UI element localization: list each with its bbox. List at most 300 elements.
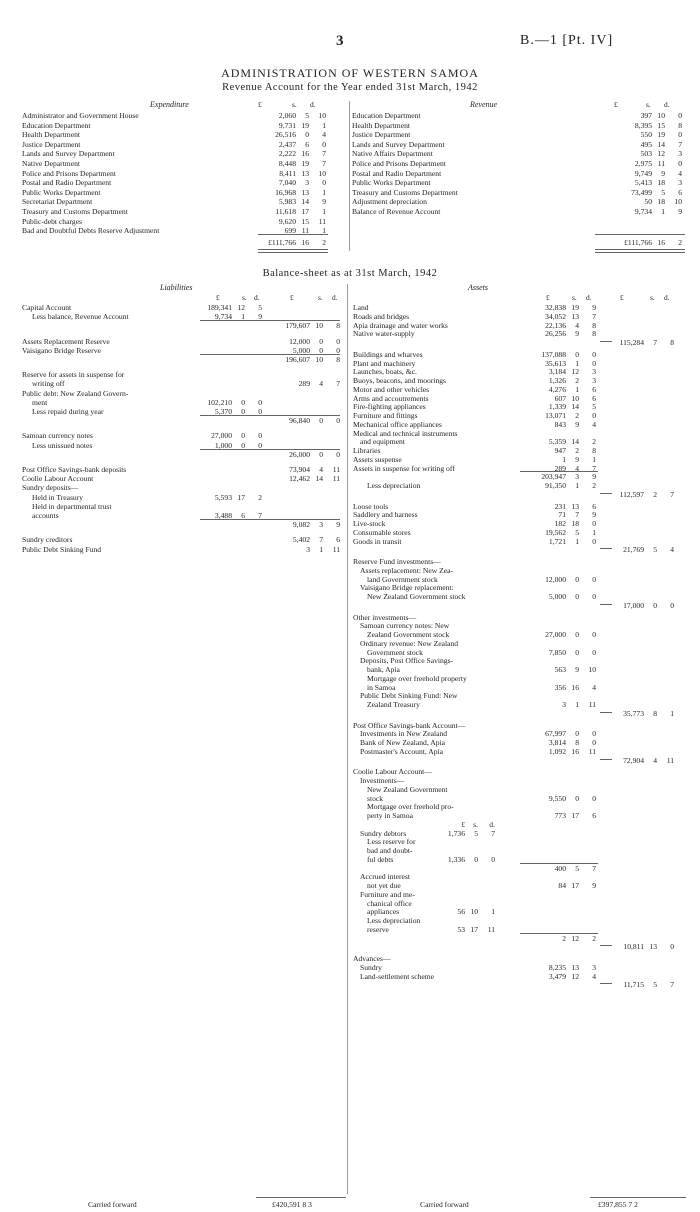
asset-label: Motor and other vehicles (353, 384, 430, 394)
liabilities-heading: Liabilities (160, 283, 193, 292)
liability-label: writing off (32, 379, 65, 389)
asset-sub-amount-pence: 1 (491, 907, 495, 917)
liability-inner-amount-shillings: 0 (241, 440, 245, 450)
liability-outer-amount-pence: 11 (332, 474, 340, 484)
liability-label: Held in departmental trust (32, 501, 112, 511)
expenditure-amount-pounds: 699 (284, 226, 296, 236)
asset-currency-l: £ (620, 293, 624, 302)
asset-inner-amount-pounds: 1,339 (548, 402, 566, 412)
revenue-amount-pence: 10 (674, 197, 682, 207)
expenditure-amount-pence: 1 (322, 120, 326, 130)
expenditure-amount-shillings: 17 (301, 207, 309, 216)
asset-inner-amount-shillings: 13 (571, 962, 579, 972)
asset-sub-amount-pounds: 53 (457, 924, 465, 934)
asset-inner-amount-pence: 0 (592, 793, 596, 803)
asset-inner-amount-pounds: 1 (562, 454, 566, 464)
expenditure-label: Secretariat Department (22, 197, 93, 207)
asset-sub-amount-shillings: 0 (474, 854, 478, 864)
asset-inner-amount-pence: 6 (592, 393, 596, 403)
expenditure-amount-shillings: 14 (301, 197, 309, 207)
asset-inner-amount-pounds: 1,092 (548, 746, 566, 756)
liability-label: Held in Treasury (32, 492, 84, 502)
asset-label: ful debts (367, 854, 394, 864)
asset-label: Furniture and me- (360, 889, 415, 899)
revenue-total-pounds: £111,766 (624, 238, 652, 247)
liability-label: Less repaid during year (32, 407, 104, 416)
revenue-amount-pence: 4 (678, 168, 682, 178)
asset-inner-amount-shillings: 0 (575, 574, 579, 584)
liability-inner-amount-pence: 0 (258, 397, 262, 407)
liability-inner-amount-pence: 9 (258, 312, 262, 322)
asset-outer-amount-pounds: 21,769 (623, 545, 644, 555)
expenditure-amount-shillings: 13 (301, 168, 309, 178)
liab-currency-d: d. (332, 293, 338, 302)
asset-label: bank, Apia (367, 665, 400, 674)
asset-inner-amount-shillings: 0 (575, 793, 579, 803)
expenditure-label: Education Department (22, 120, 91, 130)
asset-outer-amount-pounds: 115,284 (619, 338, 644, 347)
liability-outer-amount-pounds: 96,840 (289, 416, 310, 426)
revenue-total-rule (595, 234, 685, 235)
liab-currency-l: £ (290, 293, 294, 302)
asset-inner-amount-shillings: 0 (575, 647, 579, 657)
liability-outer-amount-pence: 8 (336, 355, 340, 364)
asset-inner-amount-pounds: 1,721 (548, 536, 566, 546)
revenue-amount-shillings: 10 (657, 111, 665, 120)
asset-sub-amount-pounds: 1,336 (447, 854, 465, 864)
asset-label: Less depreciation (367, 916, 421, 925)
asset-inner-amount-pence: 0 (592, 574, 596, 584)
asset-inner-amount-pounds: 13,071 (545, 411, 566, 420)
expenditure-total-double-rule (258, 249, 328, 253)
expenditure-amount-pounds: 9,620 (278, 216, 296, 226)
liab-currency-d: d. (254, 293, 260, 302)
liability-inner-amount-shillings: 12 (237, 303, 245, 312)
expenditure-amount-shillings: 6 (305, 139, 309, 149)
asset-label: Sundry (360, 962, 382, 972)
assets-carried-amount: £397,855 7 2 (598, 1200, 638, 1209)
expenditure-amount-shillings: 16 (301, 149, 309, 159)
asset-inner-amount-shillings: 0 (575, 592, 579, 601)
revenue-label: Public Works Department (352, 178, 431, 188)
asset-currency-l: £ (546, 293, 550, 302)
expenditure-label: Administrator and Government House (22, 111, 139, 120)
asset-inner-amount-shillings: 13 (571, 311, 579, 321)
asset-sub-amount-pounds: 56 (457, 907, 465, 917)
asset-sub-amount-pounds: 1,736 (447, 828, 465, 838)
liability-outer-amount-shillings: 14 (315, 474, 323, 484)
liability-outer-amount-shillings: 1 (319, 544, 323, 554)
asset-inner-amount-pounds: 34,052 (545, 311, 566, 321)
liab-currency-l: £ (216, 293, 220, 302)
asset-inner-amount-pounds: 947 (554, 446, 566, 455)
asset-label: Saddlery and harness (353, 510, 418, 520)
asset-outer-amount-pence: 0 (670, 942, 674, 952)
asset-label: Investments— (360, 776, 405, 785)
asset-inner-amount-pence: 7 (592, 863, 596, 873)
liability-outer-amount-pounds: 196,607 (285, 355, 310, 364)
expenditure-amount-pounds: 2,060 (278, 111, 296, 120)
asset-sub-amount-pounds: £ (461, 819, 465, 829)
asset-inner-amount-shillings: 8 (575, 738, 579, 747)
asset-outer-amount-pence: 1 (670, 708, 674, 718)
liability-outer-amount-shillings: 10 (315, 321, 323, 331)
liability-label: Capital Account (22, 303, 72, 312)
asset-inner-amount-pounds: 3 (562, 700, 566, 709)
revenue-amount-pounds: 5,413 (634, 178, 652, 188)
asset-inner-amount-shillings: 12 (571, 971, 579, 981)
expenditure-label: Justice Department (22, 139, 81, 149)
asset-label: Apia drainage and water works (353, 320, 448, 330)
balance-center-rule (347, 284, 348, 1194)
asset-label: Coolie Labour Account— (353, 767, 432, 777)
expenditure-amount-pounds: 8,448 (278, 159, 296, 168)
asset-inner-amount-pence: 0 (592, 592, 596, 601)
asset-label: Libraries (353, 446, 381, 455)
asset-label: Mortgage over freehold property (367, 673, 467, 683)
expenditure-amount-pounds: 5,983 (278, 197, 296, 207)
liability-inner-amount-pence: 7 (258, 511, 262, 520)
asset-currency-d: d. (664, 293, 670, 302)
liability-outer-amount-pounds: 5,402 (292, 535, 310, 545)
asset-outer-amount-pounds: 17,000 (623, 600, 644, 610)
liability-inner-amount-pounds: 102,210 (207, 397, 232, 407)
asset-inner-amount-shillings: 17 (571, 811, 579, 820)
liability-label: Vaisigano Bridge Reserve (22, 345, 101, 355)
asset-inner-amount-pence: 7 (592, 311, 596, 321)
asset-label: Fire-fighting appliances (353, 402, 426, 412)
asset-inner-amount-pence: 9 (592, 303, 596, 312)
asset-inner-amount-pounds: 2 (562, 933, 566, 943)
liability-outer-amount-pounds: 73,904 (289, 465, 310, 474)
revenue-amount-shillings: 9 (661, 168, 665, 178)
asset-inner-amount-pounds: 91,350 (545, 481, 566, 490)
asset-sub-amount-pence: 11 (487, 924, 495, 934)
assets-footer-rule (590, 1197, 686, 1198)
asset-inner-amount-shillings: 1 (575, 384, 579, 394)
liability-inner-amount-pounds: 189,341 (207, 303, 232, 312)
page-number: 3 (336, 33, 344, 49)
asset-label: Loose tools (353, 501, 389, 511)
page-reference: B.—1 [Pt. IV] (520, 33, 614, 48)
liability-label: Assets Replacement Reserve (22, 336, 110, 346)
asset-inner-amount-pence: 6 (592, 384, 596, 394)
asset-label: Ordinary revenue: New Zealand (360, 638, 459, 648)
liability-label: Public Debt Sinking Fund (22, 544, 102, 554)
asset-inner-amount-pence: 9 (592, 472, 596, 482)
asset-sub-amount-shillings: 5 (474, 828, 478, 838)
revenue-amount-pence: 7 (678, 139, 682, 149)
asset-outer-amount-pounds: 10,811 (623, 942, 644, 952)
assets-carried-forward: Carried forward (420, 1200, 469, 1209)
revenue-label: Police and Prisons Department (352, 159, 446, 168)
revenue-label: Health Department (352, 120, 410, 130)
revenue-amount-pounds: 9,734 (634, 207, 652, 216)
liability-outer-amount-pence: 11 (332, 544, 340, 554)
asset-sub-amount-pence: 7 (491, 828, 495, 838)
revenue-amount-shillings: 11 (657, 159, 665, 168)
revenue-amount-pounds: 50 (644, 197, 652, 207)
expenditure-label: Public-debt charges (22, 216, 82, 226)
expenditure-amount-pence: 9 (322, 197, 326, 207)
page-header (0, 33, 700, 53)
asset-inner-amount-shillings: 1 (575, 536, 579, 546)
asset-label: Land-settlement scheme (360, 971, 435, 981)
rev-currency-l: £ (614, 100, 618, 109)
asset-outer-amount-shillings: 5 (653, 545, 657, 555)
revenue-amount-pence: 6 (678, 187, 682, 197)
asset-inner-amount-pence: 8 (592, 446, 596, 455)
asset-inner-amount-pounds: 289 (554, 463, 566, 473)
asset-label: Goods in transit (353, 536, 402, 546)
asset-outer-amount-pence: 8 (670, 338, 674, 347)
expenditure-total-pence: 2 (322, 238, 326, 247)
asset-inner-amount-pence: 6 (592, 811, 596, 820)
asset-label: Government stock (367, 647, 423, 657)
asset-label: Sundry debtors (360, 828, 407, 838)
asset-inner-amount-pence: 2 (592, 437, 596, 447)
liability-outer-amount-pounds: 12,000 (289, 336, 310, 346)
asset-inner-amount-shillings: 18 (571, 519, 579, 528)
asset-label: Roads and bridges (353, 311, 410, 321)
liability-label: Sundry creditors (22, 535, 73, 545)
asset-label: Other investments— (353, 612, 417, 622)
liability-outer-amount-pounds: 26,000 (289, 449, 310, 459)
asset-inner-amount-shillings: 0 (575, 729, 579, 739)
asset-inner-amount-pence: 0 (592, 729, 596, 739)
asset-inner-amount-pounds: 8,235 (548, 962, 566, 972)
asset-inner-amount-pence: 6 (592, 501, 596, 511)
revenue-amount-shillings: 19 (657, 130, 665, 140)
liability-outer-amount-pence: 11 (332, 465, 340, 474)
expenditure-amount-pence: 1 (322, 226, 326, 236)
asset-label: Land (353, 303, 369, 312)
revenue-amount-shillings: 12 (657, 149, 665, 159)
liability-outer-amount-pence: 7 (336, 379, 340, 389)
revenue-amount-pence: 3 (678, 149, 682, 159)
asset-label: Deposits, Post Office Savings- (360, 656, 454, 666)
liability-inner-amount-pence: 5 (258, 303, 262, 312)
document-title: ADMINISTRATION OF WESTERN SAMOA (221, 66, 479, 80)
expenditure-amount-pence: 1 (322, 187, 326, 197)
asset-inner-amount-pence: 4 (592, 419, 596, 429)
liability-inner-amount-shillings: 0 (241, 397, 245, 407)
asset-inner-amount-pounds: 35,613 (545, 358, 566, 368)
revenue-amount-pounds: 8,395 (634, 120, 652, 130)
expenditure-total-pounds: £111,766 (268, 238, 296, 247)
asset-label: New Zealand Government stock (367, 592, 466, 601)
liability-outer-amount-pounds: 5,000 (292, 345, 310, 355)
asset-inner-amount-pence: 4 (592, 971, 596, 981)
asset-sub-amount-pence: d. (489, 819, 495, 829)
asset-inner-amount-shillings: 7 (575, 510, 579, 520)
asset-outer-amount-pence: 7 (670, 980, 674, 990)
liability-label: ment (32, 397, 48, 407)
expenditure-amount-shillings: 19 (301, 159, 309, 168)
revenue-amount-pence: 0 (678, 159, 682, 168)
expenditure-label: Native Department (22, 159, 80, 168)
asset-label: land Government stock (367, 574, 438, 584)
asset-inner-amount-pounds: 563 (554, 665, 566, 674)
revenue-label: Balance of Revenue Account (352, 207, 441, 216)
asset-label: Less depreciation (367, 481, 421, 490)
asset-inner-amount-shillings: 9 (575, 454, 579, 464)
asset-label: Zealand Treasury (367, 700, 420, 709)
asset-inner-amount-pence: 1 (592, 527, 596, 537)
liability-inner-amount-pounds: 9,734 (214, 312, 232, 322)
asset-inner-amount-pence: 2 (592, 481, 596, 490)
asset-currency-d: d. (586, 293, 592, 302)
asset-inner-amount-shillings: 5 (575, 863, 579, 873)
asset-inner-amount-pounds: 26,256 (545, 329, 566, 339)
revenue-label: Treasury and Customs Department (352, 187, 458, 197)
asset-inner-amount-pence: 0 (592, 349, 596, 359)
liability-label: Post Office Savings-bank deposits (22, 465, 127, 474)
asset-outer-amount-pounds: 11,715 (623, 980, 644, 990)
expenditure-amount-pence: 1 (322, 207, 326, 216)
expenditure-amount-shillings: 19 (301, 120, 309, 130)
revenue-amount-pence: 9 (678, 207, 682, 216)
asset-inner-amount-pence: 9 (592, 510, 596, 520)
rev-currency-s: s. (646, 100, 651, 109)
asset-inner-amount-pence: 0 (592, 647, 596, 657)
liability-outer-amount-shillings: 4 (319, 379, 323, 389)
asset-outer-amount-shillings: 7 (653, 338, 657, 347)
asset-outer-amount-pence: 11 (666, 755, 674, 765)
liability-label: Reserve for assets in suspense for (22, 370, 125, 380)
asset-inner-amount-shillings: 16 (571, 682, 579, 692)
liability-outer-amount-pence: 0 (336, 345, 340, 355)
liability-outer-amount-pence: 0 (336, 449, 340, 459)
asset-inner-amount-shillings: 2 (575, 376, 579, 385)
asset-inner-amount-pounds: 182 (554, 519, 566, 528)
asset-outer-amount-shillings: 8 (653, 708, 657, 718)
expenditure-amount-pence: 7 (322, 149, 326, 159)
asset-inner-amount-shillings: 9 (575, 665, 579, 674)
expenditure-amount-pence: 10 (318, 168, 326, 178)
revenue-amount-pounds: 2,975 (634, 159, 652, 168)
asset-inner-amount-pounds: 84 (558, 881, 566, 890)
asset-inner-amount-pence: 11 (588, 746, 596, 756)
liability-inner-amount-pence: 0 (258, 407, 262, 416)
asset-label: reserve (367, 924, 389, 934)
balance-sheet-title: Balance-sheet as at 31st March, 1942 (262, 268, 438, 279)
liability-outer-amount-shillings: 7 (319, 535, 323, 545)
asset-inner-amount-pounds: 3,184 (548, 367, 566, 377)
revenue-label: Native Affairs Department (352, 149, 433, 159)
asset-inner-amount-pence: 0 (592, 411, 596, 420)
asset-inner-amount-pence: 11 (588, 700, 596, 709)
liability-inner-amount-shillings: 0 (241, 407, 245, 416)
asset-inner-amount-shillings: 5 (575, 527, 579, 537)
asset-inner-amount-pence: 2 (592, 933, 596, 943)
expenditure-amount-pounds: 2,222 (278, 149, 296, 159)
asset-inner-amount-shillings: 14 (571, 437, 579, 447)
asset-inner-amount-pounds: 12,000 (545, 574, 566, 584)
revenue-amount-pence: 3 (678, 178, 682, 188)
asset-label: Postmaster's Account, Apia (360, 746, 443, 756)
asset-label: Assets suspense (353, 454, 402, 464)
liability-outer-amount-pence: 9 (336, 520, 340, 530)
revenue-amount-pounds: 495 (640, 139, 652, 149)
revenue-amount-pounds: 73,499 (631, 187, 652, 197)
asset-label: Accrued interest (360, 872, 410, 882)
revenue-amount-pence: 0 (678, 111, 682, 120)
liability-outer-amount-shillings: 0 (319, 345, 323, 355)
asset-inner-amount-pounds: 3,479 (548, 971, 566, 981)
asset-label: stock (367, 793, 384, 803)
liability-inner-amount-shillings: 6 (241, 511, 245, 520)
asset-inner-amount-pounds: 27,000 (545, 630, 566, 639)
asset-inner-amount-pounds: 1,326 (548, 376, 566, 385)
asset-label: chanical office (367, 898, 412, 908)
asset-label: Plant and machinery (353, 358, 416, 368)
asset-label: Samoan currency notes: New (360, 621, 450, 631)
revenue-label: Postal and Radio Department (352, 168, 442, 178)
asset-inner-amount-shillings: 16 (571, 746, 579, 756)
liability-inner-amount-shillings: 17 (237, 492, 245, 502)
asset-label: in Samoa (367, 682, 396, 692)
asset-inner-amount-pence: 10 (588, 665, 596, 674)
asset-inner-amount-shillings: 1 (575, 358, 579, 368)
asset-inner-amount-pounds: 773 (554, 811, 566, 820)
asset-label: Arms and accoutrements (353, 393, 429, 403)
liab-currency-s: s. (242, 293, 247, 302)
expenditure-amount-shillings: 5 (305, 111, 309, 120)
asset-label: Advances— (353, 954, 391, 963)
asset-inner-amount-pounds: 71 (558, 510, 566, 520)
asset-label: Launches, boats, &c. (353, 367, 417, 377)
expenditure-total-rule (258, 234, 328, 235)
revenue-amount-shillings: 18 (657, 178, 665, 188)
asset-label: not yet due (367, 881, 401, 890)
expenditure-amount-pounds: 9,731 (278, 120, 296, 130)
revenue-amount-pounds: 550 (640, 130, 652, 140)
revenue-amount-shillings: 14 (657, 139, 665, 149)
asset-inner-amount-pence: 0 (592, 536, 596, 546)
asset-inner-amount-shillings: 0 (575, 349, 579, 359)
asset-currency-s: s. (572, 293, 577, 302)
asset-inner-amount-pence: 0 (592, 630, 596, 639)
asset-label: Zealand Government stock (367, 630, 450, 639)
asset-inner-amount-pence: 7 (592, 463, 596, 473)
revenue-center-rule (349, 101, 350, 251)
liability-inner-amount-pence: 2 (258, 492, 262, 502)
asset-label: Assets in suspense for writing off (353, 463, 455, 473)
liability-outer-amount-pounds: 12,462 (289, 474, 310, 484)
expenditure-amount-pence: 0 (322, 178, 326, 188)
revenue-amount-pence: 8 (678, 120, 682, 130)
asset-inner-amount-pounds: 32,838 (545, 303, 566, 312)
asset-inner-amount-shillings: 10 (571, 393, 579, 403)
expenditure-label: Health Department (22, 130, 80, 140)
asset-inner-amount-shillings: 1 (575, 700, 579, 709)
liability-inner-amount-pounds: 5,593 (214, 492, 232, 502)
liability-inner-amount-shillings: 1 (241, 312, 245, 322)
asset-inner-amount-pence: 3 (592, 962, 596, 972)
asset-inner-amount-shillings: 12 (571, 367, 579, 377)
revenue-amount-shillings: 18 (657, 197, 665, 207)
liability-outer-amount-pence: 6 (336, 535, 340, 545)
asset-inner-amount-shillings: 12 (571, 933, 579, 943)
asset-inner-amount-shillings: 1 (575, 481, 579, 490)
asset-inner-amount-pounds: 22,136 (545, 320, 566, 330)
asset-outer-amount-pence: 0 (670, 600, 674, 610)
expenditure-label: Police and Prisons Department (22, 168, 116, 178)
liability-label: Less balance, Revenue Account (32, 312, 129, 322)
asset-outer-amount-pounds: 112,597 (619, 489, 644, 499)
liability-outer-amount-pounds: 9,082 (292, 520, 310, 530)
